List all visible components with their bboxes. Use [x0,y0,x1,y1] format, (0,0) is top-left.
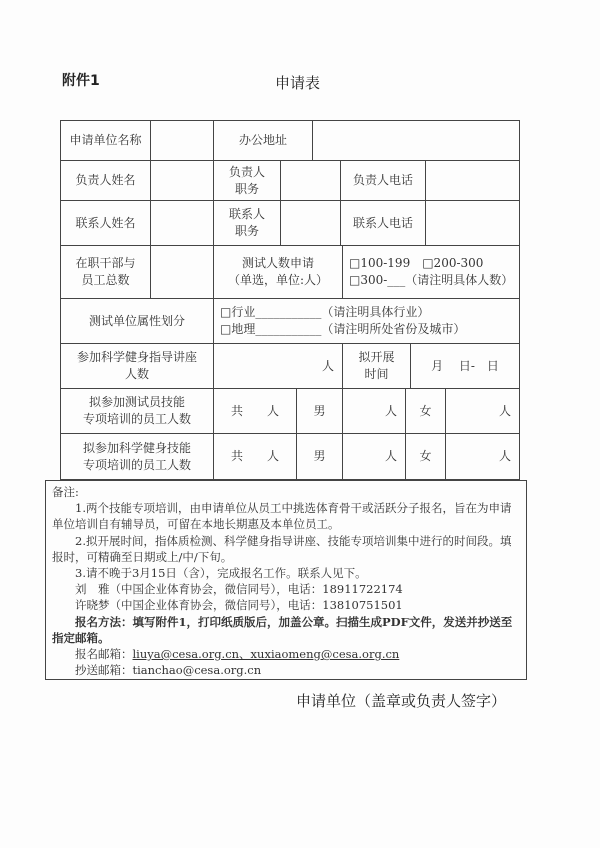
field-contact-phone[interactable] [425,200,520,246]
label-female: 女 [405,433,446,480]
field-address[interactable] [312,120,520,161]
remarks-box [45,480,527,680]
contact-2: 许晓梦（中国企业体育协会，微信同号），电话：13810751501 [75,598,403,613]
field-leader-name[interactable] [150,160,214,201]
applicant-signature: 申请单位（盖章或负责人签字） [296,692,507,710]
email-label: 报名邮箱： [75,647,133,662]
cc-email[interactable]: tianchao@cesa.org.cn [132,663,262,678]
field-contact-name[interactable] [150,200,214,246]
label-leader-post: 负责人 职务 [213,160,281,201]
option-300-plus[interactable]: □300-___（请注明具体人数） [349,273,514,287]
field-leader-post[interactable] [280,160,341,201]
signup-method: 报名方法：填写附件1，打印纸质版后，加盖公章。扫描生成PDF文件，发送并抄送至指定邮箱。 [52,614,513,645]
field-tester-total[interactable]: 共 人 [213,388,297,434]
field-contact-post[interactable] [280,200,341,246]
option-geography[interactable]: □地理___________（请注明所处省份及城市） [220,322,466,336]
label-contact-phone: 联系人电话 [340,200,426,246]
form-title: 申请表 [275,74,321,92]
note-1: 1.两个技能专项培训，由申请单位从员工中挑选体育骨干或活跃分子报名，旨在为申请单位培训自有辅导员，可留在本地长期惠及本单位员工。 [52,501,512,532]
label-contact-post: 联系人 职务 [213,200,281,246]
label-fitness-training: 拟参加科学健身技能 专项培训的员工人数 [60,433,214,480]
attachment-label: 附件1 [62,73,100,89]
label-test-count: 测试人数申请 （单选，单位:人） [213,245,343,299]
field-lecture-count[interactable]: 人 [213,343,343,389]
label-plan-time: 拟开展 时间 [342,343,411,389]
cc-label: 抄送邮箱： [75,663,133,678]
option-industry[interactable]: □行业___________（请注明具体行业） [220,305,430,319]
field-plan-time[interactable]: 月 日- 日 [410,343,520,389]
label-male: 男 [296,388,343,434]
label-staff-total: 在职干部与 员工总数 [60,245,151,299]
label-leader-phone: 负责人电话 [340,160,426,201]
label-male: 男 [296,433,343,480]
field-tester-female[interactable]: 人 [445,388,520,434]
field-fitness-female[interactable]: 人 [445,433,520,480]
label-female: 女 [405,388,446,434]
label-unit-name: 申请单位名称 [60,120,151,161]
label-tester-training: 拟参加测试员技能 专项培训的员工人数 [60,388,214,434]
label-lecture-count: 参加科学健身指导讲座 人数 [60,343,214,389]
field-unit-name[interactable] [150,120,214,161]
label-contact-name: 联系人姓名 [60,200,151,246]
unit-attr-options [213,298,520,344]
field-fitness-total[interactable]: 共 人 [213,433,297,480]
label-unit-attr: 测试单位属性划分 [60,298,214,344]
field-fitness-male[interactable]: 人 [342,433,406,480]
remarks-title: 备注: [52,485,79,499]
field-leader-phone[interactable] [425,160,520,201]
field-tester-male[interactable]: 人 [342,388,406,434]
option-200-300[interactable]: □200-300 [422,256,484,270]
field-staff-total[interactable] [150,245,214,299]
label-leader-name: 负责人姓名 [60,160,151,201]
note-2: 2.拟开展时间，指体质检测、科学健身指导讲座、技能专项培训集中进行的时间段。填报时，可精确至日期或上/中/下旬。 [52,533,512,564]
test-count-options [342,245,520,299]
signup-email-link[interactable]: liuya@cesa.org.cn、xuxiaomeng@cesa.org.cn [132,647,400,662]
note-3: 3.请不晚于3月15日（含），完成报名工作。联系人见下。 [75,566,367,581]
contact-1: 刘 雅（中国企业体育协会，微信同号），电话：18911722174 [75,582,403,597]
label-address: 办公地址 [213,120,313,161]
option-100-199[interactable]: □100-199 [349,256,411,270]
